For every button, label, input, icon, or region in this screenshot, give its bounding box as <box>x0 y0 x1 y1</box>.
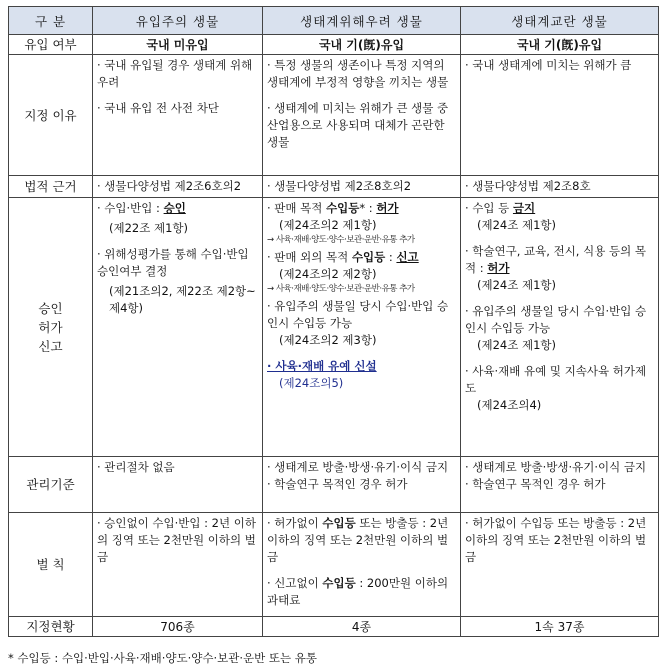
approval-label-line: 허가 <box>38 319 63 335</box>
row-law <box>9 176 659 198</box>
law-invasive: · 생물다양성법 제2조8호 <box>461 176 659 198</box>
approval-label-line: 신고 <box>38 338 63 354</box>
management-caution: · 관리절차 없음 <box>93 457 263 513</box>
approval-invasive-item: · 유입주의 생물일 당시 수입·반입 승인시 수입등 가능 <box>465 304 647 335</box>
row-label-law: 법적 근거 <box>9 176 93 198</box>
keyword-permit: 허가 <box>487 261 510 275</box>
row-label-approval <box>9 198 93 457</box>
row-label-status: 지정현황 <box>9 617 93 637</box>
approval-invasive-ref: (제24조 제1항) <box>477 218 557 232</box>
status-risk: 4종 <box>263 617 461 637</box>
reason-invasive <box>461 55 659 176</box>
reason-risk-line: · 특정 생물의 생존이나 특정 지역의 생태계에 부정적 영향을 끼치는 생물 <box>267 58 449 89</box>
header-category: 구 분 <box>9 7 93 35</box>
approval-risk-ref: (제24조의5) <box>279 376 344 390</box>
penalty-invasive: · 허가없이 수입등 또는 방출등 : 2년 이하의 징역 또는 2천만원 이하의 벌금 <box>461 513 659 617</box>
approval-invasive-item: · 사육·재배 유예 및 지속사육 허가제도 <box>465 364 647 395</box>
header-row <box>9 7 659 35</box>
inflow-invasive: 국내 기(旣)유입 <box>461 35 659 55</box>
approval-invasive-ref: (제24조 제1항) <box>477 278 557 292</box>
reason-invasive-line: · 국내 생태계에 미치는 위해가 큼 <box>465 58 632 72</box>
approval-label-line: 승인 <box>38 300 63 316</box>
row-status <box>9 617 659 637</box>
keyword-permit: 허가 <box>376 201 399 215</box>
approval-risk-ref: (제24조의2 제3항) <box>279 333 377 347</box>
approval-risk-arrow-note: → 사육·재배·양도·양수·보관·운반·유통 추가 <box>267 284 415 294</box>
approval-caution-ref: (제21조의2, 제22조 제2항~제4항) <box>109 284 256 315</box>
approval-risk-ref: (제24조의2 제1항) <box>279 218 377 232</box>
management-risk-line: · 학술연구 목적인 경우 허가 <box>267 477 408 491</box>
approval-risk-arrow-note: → 사육·재배·양도·양수·보관·운반·유통 추가 <box>267 235 415 245</box>
penalty-risk <box>263 513 461 617</box>
management-risk-line: · 생태계로 방출·방생·유기·이식 금지 <box>267 460 449 474</box>
penalty-caution: · 승인없이 수입·반입 : 2년 이하의 징역 또는 2천만원 이하의 벌금 <box>93 513 263 617</box>
approval-caution-item: · 수입·반입 : 승인 <box>97 201 186 215</box>
status-invasive: 1속 37종 <box>461 617 659 637</box>
header-caution-species: 유입주의 생물 <box>93 7 263 35</box>
management-risk <box>263 457 461 513</box>
reason-caution <box>93 55 263 176</box>
row-management <box>9 457 659 513</box>
management-invasive-line: · 학술연구 목적인 경우 허가 <box>465 477 606 491</box>
row-inflow <box>9 35 659 55</box>
approval-risk <box>263 198 461 457</box>
management-invasive-line: · 생태계로 방출·방생·유기·이식 금지 <box>465 460 647 474</box>
approval-caution-ref: (제22조 제1항) <box>109 221 189 235</box>
approval-invasive-item: · 수입 등 금지 <box>465 201 536 215</box>
penalty-risk-item: · 허가없이 수입등 또는 방출등 : 2년 이하의 징역 또는 2천만원 이하의 벌금 <box>267 516 449 564</box>
keyword-report: 신고 <box>396 250 419 264</box>
footnote: * 수입등 : 수입·반입·사육·재배·양도·양수·보관·운반 또는 유통 <box>8 651 317 665</box>
approval-invasive-ref: (제24조의4) <box>477 398 542 412</box>
keyword-prohibited: 금지 <box>512 201 536 215</box>
inflow-caution: 국내 미유입 <box>93 35 263 55</box>
reason-caution-line: · 국내 유입될 경우 생태계 위해 우려 <box>97 58 253 89</box>
row-reason <box>9 55 659 176</box>
keyword-approval: 승인 <box>163 201 186 215</box>
approval-risk-item: · 유입주의 생물일 당시 수입·반입 승인시 수입등 가능 <box>267 299 449 330</box>
inflow-risk: 국내 기(旣)유입 <box>263 35 461 55</box>
status-caution: 706종 <box>93 617 263 637</box>
row-label-management: 관리기준 <box>9 457 93 513</box>
approval-caution-item: · 위해성평가를 통해 수입·반입 승인여부 결정 <box>97 247 249 278</box>
law-caution: · 생물다양성법 제2조6호의2 <box>93 176 263 198</box>
reason-risk <box>263 55 461 176</box>
approval-risk-new-item: · 사육·재배 유예 신설 <box>267 359 377 373</box>
approval-invasive-ref: (제24조 제1항) <box>477 338 557 352</box>
row-approval <box>9 198 659 457</box>
management-invasive <box>461 457 659 513</box>
penalty-risk-item: · 신고없이 수입등 : 200만원 이하의 과태료 <box>267 576 449 607</box>
header-risk-species: 생태계위해우려 생물 <box>263 7 461 35</box>
approval-risk-item: · 판매 목적 수입등* : 허가 <box>267 201 399 215</box>
header-invasive-species: 생태계교란 생물 <box>461 7 659 35</box>
reason-risk-line: · 생태계에 미치는 위해가 큰 생물 중 산업용으로 사용되며 대체가 곤란한 생물 <box>267 101 449 149</box>
reason-caution-line: · 국내 유입 전 사전 차단 <box>97 101 219 115</box>
row-penalty <box>9 513 659 617</box>
law-risk: · 생물다양성법 제2조8호의2 <box>263 176 461 198</box>
approval-risk-ref: (제24조의2 제2항) <box>279 267 377 281</box>
approval-invasive-item: · 학술연구, 교육, 전시, 식용 등의 목적 : 허가 <box>465 244 646 275</box>
approval-risk-item: · 판매 외의 목적 수입등 : 신고 <box>267 250 419 264</box>
row-label-penalty: 벌 칙 <box>9 513 93 617</box>
approval-invasive <box>461 198 659 457</box>
comparison-table <box>8 6 659 637</box>
row-label-inflow: 유입 여부 <box>9 35 93 55</box>
row-label-reason: 지정 이유 <box>9 55 93 176</box>
approval-caution <box>93 198 263 457</box>
